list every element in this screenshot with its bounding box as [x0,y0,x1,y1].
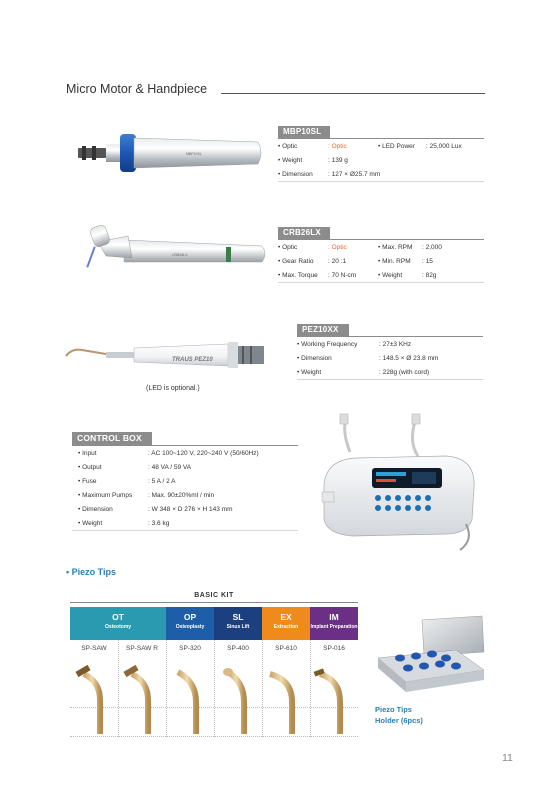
category-label: Extraction [273,624,299,630]
row-divider [70,736,358,737]
model-tag-mbp: MBP10SL [278,126,330,138]
spec-row [297,351,483,365]
spec-row [278,268,484,282]
control-box-heading: CONTROL BOX [72,432,152,445]
basic-kit-title: BASIC KIT [194,592,234,599]
spec-row [297,365,483,379]
model-tag-crb: CRB26LX [278,227,330,239]
category-code: OT [112,612,124,622]
tip-name: SP-SAW R [126,645,158,652]
tips-holder-image [372,614,488,696]
led-note: (LED is optional.) [146,385,200,392]
spec-label: • Optic [278,243,298,251]
tip-sp-400 [223,668,244,734]
spec-row [278,240,484,254]
spec-label: • Working Frequency [297,340,358,348]
basic-kit-header [70,592,358,603]
spec-label: • Output [78,463,102,471]
spec-value: : 48 VA / 59 VA [148,463,192,471]
spec-value: : 20 :1 [328,257,347,265]
spec-row [297,337,483,351]
spec-row [72,446,298,460]
spec-value: : 15 [422,257,433,265]
spec-label: • Fuse [78,477,97,485]
spec-label: • Max. Torque [278,271,318,279]
spec-value: : 27±3 KHz [379,340,412,348]
spec-row [72,474,298,488]
spec-value: : 82g [422,271,437,279]
tip-name: SP-610 [275,645,297,652]
holder-caption [375,704,423,726]
spec-value: : 139 g [328,156,348,164]
page-number: 11 [502,752,513,764]
control-box-device-image [316,412,486,552]
spec-value: : W 348 × D 276 × H 143 mm [148,505,233,513]
spec-value: : Optic [328,243,347,251]
category-code: EX [280,612,292,622]
tip-sp-016 [314,668,340,734]
spec-label: • Weight [378,271,403,279]
spec-row [278,153,484,167]
spec-label: • Gear Ratio [278,257,314,265]
spec-label: • Max. RPM [378,243,413,251]
spec-value: : 70 N-cm [328,271,357,279]
category-code: SL [232,612,244,622]
tip-name: SP-SAW [81,645,107,652]
micro-motor-image [76,130,266,178]
category-code: OP [183,612,197,622]
spec-label: • Dimension [297,354,332,362]
title-rule [221,93,485,94]
spec-value: : 5 A / 2 A [148,477,176,485]
model-tag-pez: PEZ10XX [297,324,349,336]
tip-sp-610 [270,674,292,734]
spec-label: • Optic [278,142,298,150]
spec-row [72,502,298,516]
category-osteoplasty [166,607,214,640]
spec-value: : Max. 90±20%ml / min [148,491,215,499]
category-code: IM [329,612,339,622]
spec-row [278,167,484,181]
category-label: Sinus Lift [226,624,250,630]
tip-sp-saw [75,665,100,734]
spec-label: • Weight [297,368,322,376]
spec-row [72,516,298,530]
page-title: Micro Motor & Handpiece [66,82,208,96]
category-sinus-lift [214,607,262,640]
spec-label: • Maximum Pumps [78,491,133,499]
spec-value: : 148.5 × Ø 23.8 mm [379,354,439,362]
crb-spec-block [278,227,484,283]
category-label: Osteotomy [104,624,132,630]
category-osteotomy [70,607,166,640]
spec-label: • Input [78,449,97,457]
holder-caption-line-2: Holder (6pcs) [375,716,423,725]
spec-value: : 2,000 [422,243,442,251]
piezo-tip-images [70,660,358,736]
category-label: Osteoplasty [175,624,205,630]
handpiece-brand-text: TRAUS PEZ10 [172,357,213,363]
spec-value: : 25,000 Lux [426,142,462,150]
spec-row [278,254,484,268]
svg-text:MBP10SL: MBP10SL [186,152,202,156]
spec-value: : Optic [328,142,347,150]
spec-label: • Weight [278,156,303,164]
pez-spec-block [297,324,483,380]
tip-sp-320 [178,672,196,734]
holder-caption-line-1: Piezo Tips [375,705,412,714]
control-box-spec-block [72,432,298,531]
tip-sp-saw-r [123,665,148,734]
spec-label: • LED Power [378,142,415,150]
spec-value: : 3.6 kg [148,519,170,527]
tip-name: SP-016 [323,645,345,652]
category-label: Implant Preparation [310,624,358,630]
spec-label: • Weight [78,519,103,527]
mbp-spec-block [278,126,484,182]
spec-row [72,460,298,474]
spec-value: : AC 100~120 V, 220~240 V (50/60Hz) [148,449,259,457]
spec-row [72,488,298,502]
contra-angle-handpiece-image [84,218,274,288]
tip-name: SP-400 [227,645,249,652]
svg-text:CRB26LX: CRB26LX [172,253,188,257]
spec-value: : 127 × Ø25.7 mm [328,170,381,178]
category-extraction [262,607,310,640]
piezo-tips-heading: • Piezo Tips [66,567,116,577]
spec-value: : 228g (with cord) [379,368,430,376]
spec-label: • Dimension [278,170,313,178]
spec-row [278,139,484,153]
spec-label: • Min. RPM [378,257,411,265]
category-implant-preparation [310,607,358,640]
piezo-handpiece-image [64,330,274,380]
spec-label: • Dimension [78,505,113,513]
tip-name: SP-320 [179,645,201,652]
